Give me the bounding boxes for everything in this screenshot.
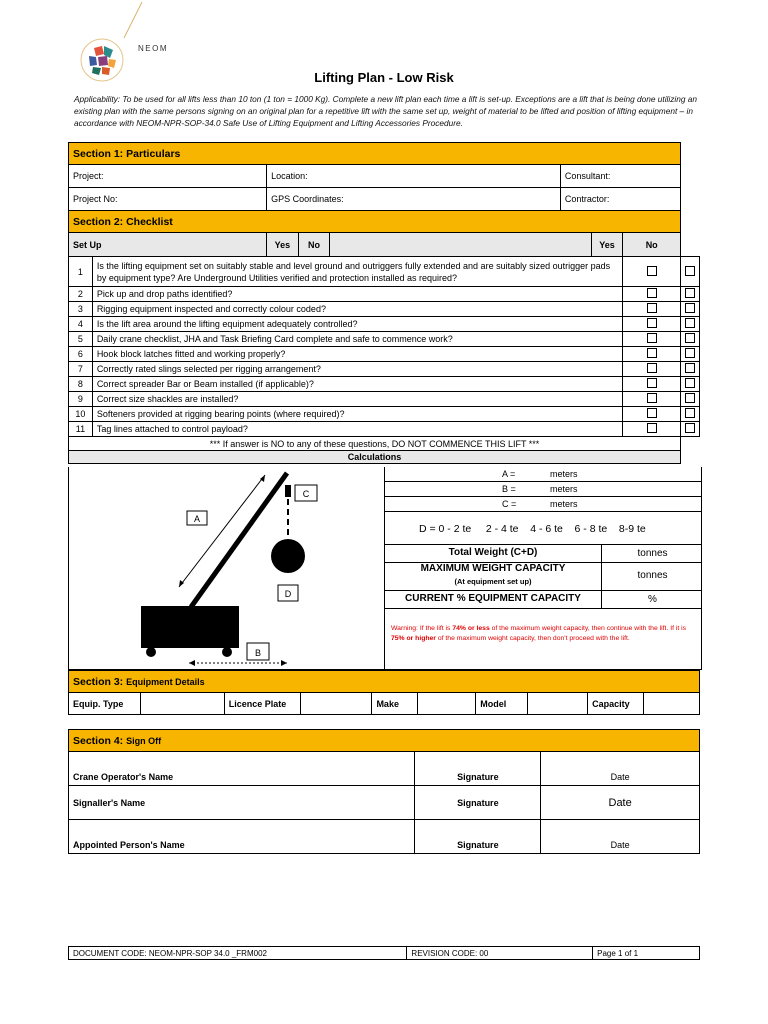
checklist-row bbox=[69, 422, 700, 437]
revision-code: REVISION CODE: 00 bbox=[407, 947, 593, 960]
d-range-4: 6 - 8 te bbox=[574, 523, 608, 535]
current-capacity-unit[interactable]: % bbox=[601, 591, 703, 608]
checklist-row bbox=[69, 317, 700, 332]
signaller-signature[interactable]: Signature bbox=[415, 786, 541, 820]
c-label: C = bbox=[502, 499, 517, 509]
calculations-area bbox=[68, 467, 702, 670]
checklist-yes-cell bbox=[623, 332, 681, 347]
diagram-label-c: C bbox=[302, 489, 310, 499]
decorative-line bbox=[108, 0, 148, 40]
checklist-no-cell bbox=[681, 257, 700, 287]
yes-header: Yes bbox=[267, 233, 299, 257]
checklist-row bbox=[69, 377, 700, 392]
checklist-no-cell bbox=[681, 362, 700, 377]
warning-text-3: of the maximum weight capacity, then don't proceed with the lift. bbox=[435, 635, 630, 642]
checklist-yes-checkbox[interactable] bbox=[647, 266, 657, 276]
equip-type-input[interactable] bbox=[140, 693, 224, 715]
d-weight-ranges bbox=[419, 523, 646, 535]
model-input[interactable] bbox=[528, 693, 588, 715]
checklist-yes-cell bbox=[623, 257, 681, 287]
checklist-question: Hook block latches fitted and working properly? bbox=[92, 347, 623, 362]
checklist-yes-checkbox[interactable] bbox=[647, 348, 657, 358]
checklist-yes-checkbox[interactable] bbox=[647, 393, 657, 403]
d-range-2: 2 - 4 te bbox=[485, 523, 519, 535]
max-capacity-label: MAXIMUM WEIGHT CAPACITY bbox=[420, 563, 566, 574]
brand-name: NEOM bbox=[138, 44, 168, 53]
checklist-row bbox=[69, 302, 700, 317]
checklist-number: 2 bbox=[69, 287, 93, 302]
checklist-number: 1 bbox=[69, 257, 93, 287]
licence-plate-label: Licence Plate bbox=[224, 693, 300, 715]
d-range-5: 8-9 te bbox=[618, 523, 646, 535]
checklist-no-checkbox[interactable] bbox=[685, 363, 695, 373]
checklist-yes-checkbox[interactable] bbox=[647, 303, 657, 313]
sign-off-table bbox=[68, 729, 700, 854]
capacity-input[interactable] bbox=[644, 693, 700, 715]
checklist-question: Tag lines attached to control payload? bbox=[92, 422, 623, 437]
checklist-no-cell bbox=[681, 332, 700, 347]
b-unit[interactable]: meters bbox=[550, 484, 578, 494]
checklist-row bbox=[69, 287, 700, 302]
document-code: DOCUMENT CODE: NEOM-NPR-SOP 34.0 _FRM002 bbox=[69, 947, 407, 960]
checklist-no-checkbox[interactable] bbox=[685, 318, 695, 328]
checklist-question: Pick up and drop paths identified? bbox=[92, 287, 623, 302]
checklist-row bbox=[69, 407, 700, 422]
checklist-question: Correct size shackles are installed? bbox=[92, 392, 623, 407]
licence-plate-input[interactable] bbox=[300, 693, 372, 715]
checklist-yes-checkbox[interactable] bbox=[647, 333, 657, 343]
section4-title: Section 4: Sign Off bbox=[69, 730, 700, 752]
warning-text-1: If the lift is bbox=[417, 625, 453, 632]
checklist-question: Is the lift area around the lifting equipment adequately controlled? bbox=[92, 317, 623, 332]
checklist-no-cell bbox=[681, 407, 700, 422]
crane-operator-name[interactable]: Crane Operator's Name bbox=[69, 752, 415, 786]
max-capacity-unit[interactable]: tonnes bbox=[601, 562, 703, 590]
checklist-question: Correct spreader Bar or Beam installed (if applicable)? bbox=[92, 377, 623, 392]
total-weight-unit[interactable]: tonnes bbox=[601, 545, 703, 562]
document-footer bbox=[68, 946, 700, 960]
page-title: Lifting Plan - Low Risk bbox=[314, 70, 454, 85]
equipment-details-table bbox=[68, 670, 700, 715]
crane-diagram bbox=[69, 467, 384, 669]
consultant-field[interactable]: Consultant: bbox=[560, 165, 680, 188]
do-not-commence-warning: *** If answer is NO to any of these questions, DO NOT COMMENCE THIS LIFT *** bbox=[69, 437, 681, 451]
checklist-yes-checkbox[interactable] bbox=[647, 378, 657, 388]
calculations-title: Calculations bbox=[69, 451, 681, 464]
checklist-no-cell bbox=[681, 392, 700, 407]
checklist-yes-cell bbox=[623, 317, 681, 332]
checklist-yes-cell bbox=[623, 422, 681, 437]
setup-header: Set Up bbox=[69, 233, 267, 257]
current-capacity-label: CURRENT % EQUIPMENT CAPACITY bbox=[405, 593, 581, 604]
a-unit[interactable]: meters bbox=[550, 469, 578, 479]
checklist-yes-checkbox[interactable] bbox=[647, 423, 657, 433]
checklist-number: 7 bbox=[69, 362, 93, 377]
crane-operator-signature[interactable]: Signature bbox=[415, 752, 541, 786]
checklist-yes-checkbox[interactable] bbox=[647, 408, 657, 418]
checklist-row bbox=[69, 392, 700, 407]
checklist-number: 3 bbox=[69, 302, 93, 317]
checklist-yes-cell bbox=[623, 407, 681, 422]
location-field[interactable]: Location: bbox=[267, 165, 561, 188]
checklist-question: Rigging equipment inspected and correctly colour coded? bbox=[92, 302, 623, 317]
checklist-yes-checkbox[interactable] bbox=[647, 288, 657, 298]
capacity-label: Capacity bbox=[588, 693, 644, 715]
checklist-yes-cell bbox=[623, 362, 681, 377]
diagram-label-b: B bbox=[254, 648, 262, 658]
checklist-question: Daily crane checklist, JHA and Task Briefing Card complete and safe to commence work? bbox=[92, 332, 623, 347]
d-range-3: 4 - 6 te bbox=[530, 523, 563, 535]
warning-label: Warning: bbox=[391, 625, 418, 632]
checklist-yes-checkbox[interactable] bbox=[647, 363, 657, 373]
signaller-name[interactable]: Signaller's Name bbox=[69, 786, 415, 820]
checklist-row bbox=[69, 347, 700, 362]
a-label: A = bbox=[502, 469, 516, 479]
c-unit[interactable]: meters bbox=[550, 499, 578, 509]
checklist-no-checkbox[interactable] bbox=[685, 393, 695, 403]
checklist-number: 8 bbox=[69, 377, 93, 392]
particulars-checklist-table bbox=[68, 142, 700, 464]
contractor-field[interactable]: Contractor: bbox=[560, 188, 680, 211]
checklist-number: 11 bbox=[69, 422, 93, 437]
b-label: B = bbox=[502, 484, 516, 494]
model-label: Model bbox=[476, 693, 528, 715]
checklist-no-checkbox[interactable] bbox=[685, 288, 695, 298]
section3-title: Section 3: Equipment Details bbox=[69, 671, 700, 693]
section2-title: Section 2: Checklist bbox=[69, 211, 681, 233]
total-weight-label: Total Weight (C+D) bbox=[448, 547, 538, 558]
checklist-number: 10 bbox=[69, 407, 93, 422]
appointed-person-date[interactable]: Date bbox=[541, 820, 700, 854]
applicability-text: Applicability: To be used for all lifts less than 10 ton (1 ton = 1000 Kg). Complete a new lift plan each time a lift is set-up. Exceptions are a lift that is being done utilizing an existing plan with the same persons signing on an original plan for a repetitive lift with the same set up, weight of material to be lifted and position of lifting equipment – in accordance with NEOM-NPR-SOP-34.0 Safe Use of Lifting Equipment and Lifting Accessories Procedure. bbox=[74, 94, 697, 128]
checklist-question: Correctly rated slings selected per rigging arrangement? bbox=[92, 362, 623, 377]
signaller-date[interactable]: Date bbox=[541, 786, 700, 820]
checklist-yes-cell bbox=[623, 287, 681, 302]
warning-75: 75% or higher bbox=[391, 635, 436, 642]
crane-operator-date[interactable]: Date bbox=[541, 752, 700, 786]
make-input[interactable] bbox=[418, 693, 476, 715]
checklist-yes-cell bbox=[623, 347, 681, 362]
checklist-yes-cell bbox=[623, 302, 681, 317]
checklist-no-cell bbox=[681, 287, 700, 302]
checklist-row bbox=[69, 257, 700, 287]
checklist-number: 6 bbox=[69, 347, 93, 362]
checklist-no-cell bbox=[681, 317, 700, 332]
checklist-yes-cell bbox=[623, 392, 681, 407]
checklist-row bbox=[69, 362, 700, 377]
no-header: No bbox=[298, 233, 330, 257]
project-no-field[interactable]: Project No: bbox=[69, 188, 267, 211]
no-header-2: No bbox=[623, 233, 681, 257]
warning-text-2: of the maximum weight capacity, then continue with the lift. If it is bbox=[489, 625, 687, 632]
diagram-label-a: A bbox=[193, 514, 201, 524]
checklist-no-checkbox[interactable] bbox=[685, 408, 695, 418]
checklist-no-cell bbox=[681, 302, 700, 317]
checklist-number: 4 bbox=[69, 317, 93, 332]
checklist-no-checkbox[interactable] bbox=[685, 348, 695, 358]
checklist-no-checkbox[interactable] bbox=[685, 333, 695, 343]
calculation-values bbox=[384, 467, 702, 669]
checklist-no-cell bbox=[681, 347, 700, 362]
gps-field[interactable]: GPS Coordinates: bbox=[267, 188, 561, 211]
checklist-no-checkbox[interactable] bbox=[685, 423, 695, 433]
section1-title: Section 1: Particulars bbox=[69, 143, 681, 165]
diagram-label-d: D bbox=[284, 589, 292, 599]
page-number: Page 1 of 1 bbox=[593, 947, 700, 960]
checklist-yes-checkbox[interactable] bbox=[647, 318, 657, 328]
checklist-question: Is the lifting equipment set on suitably stable and level ground and outriggers fully extended and are suitably sized outrigger pads by equipment type? Are Underground Utilities verified and protection installed as required? bbox=[92, 257, 623, 287]
d-range-1: D = 0 - 2 te bbox=[419, 523, 472, 535]
project-field[interactable]: Project: bbox=[69, 165, 267, 188]
checklist-yes-cell bbox=[623, 377, 681, 392]
capacity-warning bbox=[391, 624, 691, 644]
max-capacity-sublabel: (At equipment set up) bbox=[454, 577, 532, 586]
checklist-no-cell bbox=[681, 422, 700, 437]
checklist-no-cell bbox=[681, 377, 700, 392]
checklist-number: 9 bbox=[69, 392, 93, 407]
checklist-number: 5 bbox=[69, 332, 93, 347]
checklist-question: Softeners provided at rigging bearing points (where required)? bbox=[92, 407, 623, 422]
make-label: Make bbox=[372, 693, 418, 715]
yes-header-2: Yes bbox=[591, 233, 623, 257]
checklist-row bbox=[69, 332, 700, 347]
appointed-person-signature[interactable]: Signature bbox=[415, 820, 541, 854]
appointed-person-name[interactable]: Appointed Person's Name bbox=[69, 820, 415, 854]
warning-74: 74% or less bbox=[452, 625, 490, 632]
checklist-no-checkbox[interactable] bbox=[685, 266, 695, 276]
equip-type-label: Equip. Type bbox=[69, 693, 141, 715]
checklist-no-checkbox[interactable] bbox=[685, 378, 695, 388]
checklist-no-checkbox[interactable] bbox=[685, 303, 695, 313]
